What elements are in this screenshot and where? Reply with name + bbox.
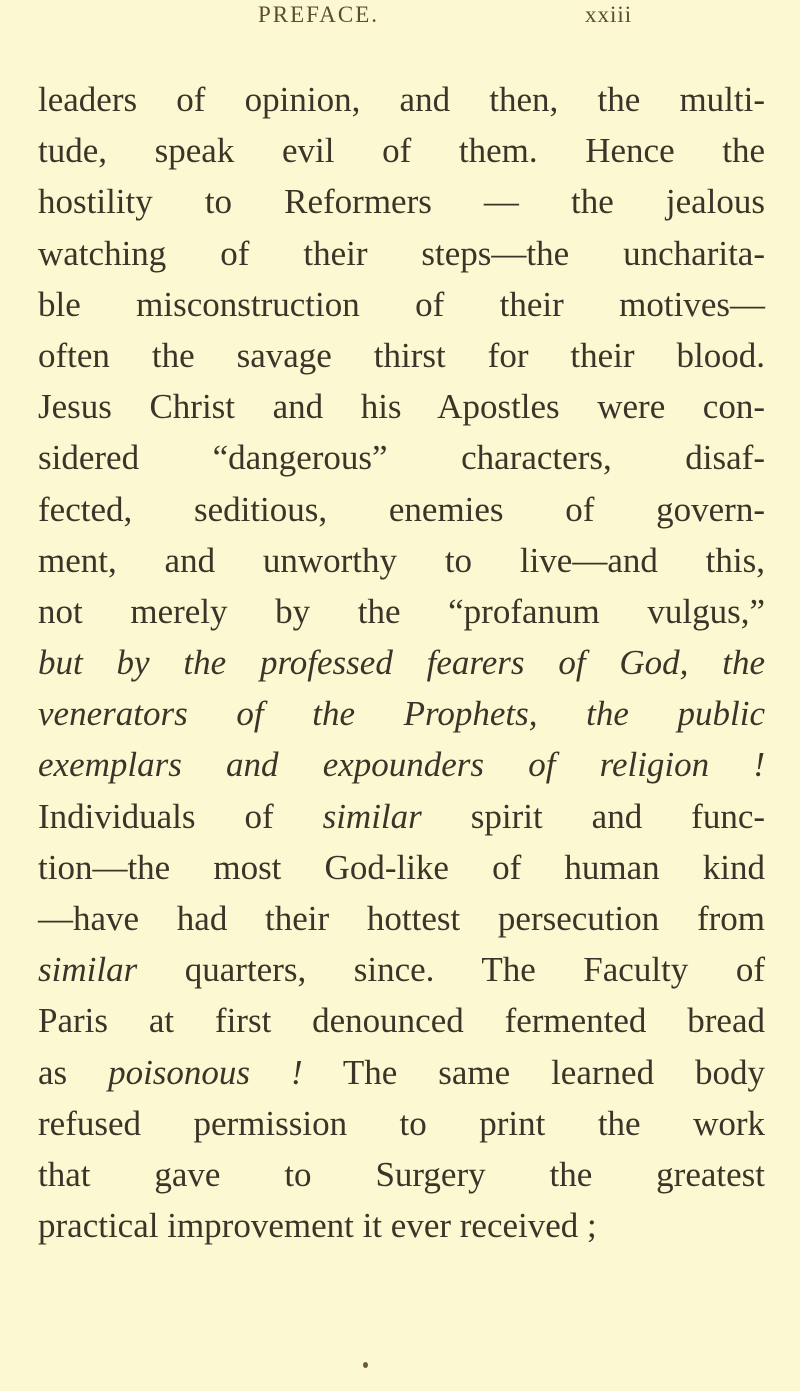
text-segment: leaders of opinion, and then, the multi- [38, 80, 765, 119]
text-segment: ble misconstruction of their motives— [38, 284, 765, 324]
text-segment: fected, seditious, enemies of govern- [38, 489, 765, 529]
italic-text: venerators of the Prophets, the public [38, 694, 765, 734]
text-line [38, 176, 765, 227]
italic-text: similar [322, 796, 422, 836]
body-text [38, 74, 765, 1251]
page-number: xxiii [585, 2, 633, 27]
italic-text: exemplars and expounders of religion ! [38, 745, 765, 785]
text-line [38, 995, 765, 1046]
text-segment: Individuals of [38, 796, 323, 836]
text-line [38, 484, 765, 535]
text-segment: Jesus Christ and his Apostles were con- [38, 387, 765, 427]
text-segment: that gave to Surgery the greatest [38, 1154, 765, 1194]
text-segment: practical improvement it ever received ; [38, 1206, 597, 1246]
running-header-title: PREFACE. [258, 2, 380, 27]
italic-text: but by the professed fearers of God, the [38, 643, 765, 683]
text-segment: not merely by the “profanum vulgus,” [38, 591, 765, 631]
text-segment: refused permission to print the work [38, 1103, 765, 1143]
text-segment: spirit and func- [421, 796, 766, 836]
text-segment: —have had their hottest persecution from [38, 899, 765, 938]
text-segment: watching of their steps—the uncharita- [38, 233, 765, 273]
italic-text: similar [38, 950, 138, 990]
text-segment: hostility to Reformers — the jealous [38, 182, 765, 222]
text-segment: Paris at first denounced fermented bread [38, 1001, 765, 1041]
text-line [38, 893, 765, 944]
text-line [38, 279, 765, 330]
text-line [38, 330, 765, 381]
text-segment: often the savage thirst for their blood. [38, 335, 765, 375]
text-line [38, 586, 765, 637]
text-line [38, 1149, 765, 1200]
text-line [38, 1098, 765, 1149]
text-line [38, 74, 765, 125]
text-segment: ment, and unworthy to live—and this, [38, 540, 765, 580]
text-line [38, 125, 765, 176]
text-segment: The same learned body [302, 1052, 765, 1092]
text-line [38, 739, 765, 790]
text-line [38, 842, 765, 893]
text-line [38, 944, 765, 995]
text-line [38, 791, 765, 842]
print-mark [363, 1362, 368, 1368]
text-line [38, 381, 765, 432]
text-line [38, 535, 765, 586]
text-line [38, 688, 765, 739]
text-line [38, 637, 765, 688]
text-segment: as [38, 1052, 109, 1092]
text-line [38, 1200, 765, 1251]
text-segment: quarters, since. The Faculty of [137, 950, 765, 990]
text-segment: sidered “dangerous” characters, disaf- [38, 438, 765, 478]
text-segment: tion—the most God-like of human kind [38, 847, 765, 887]
text-line [38, 432, 765, 483]
text-segment: tude, speak evil of them. Hence the [38, 131, 765, 171]
text-line [38, 1047, 765, 1098]
text-line [38, 228, 765, 279]
italic-text: poisonous ! [108, 1052, 303, 1092]
